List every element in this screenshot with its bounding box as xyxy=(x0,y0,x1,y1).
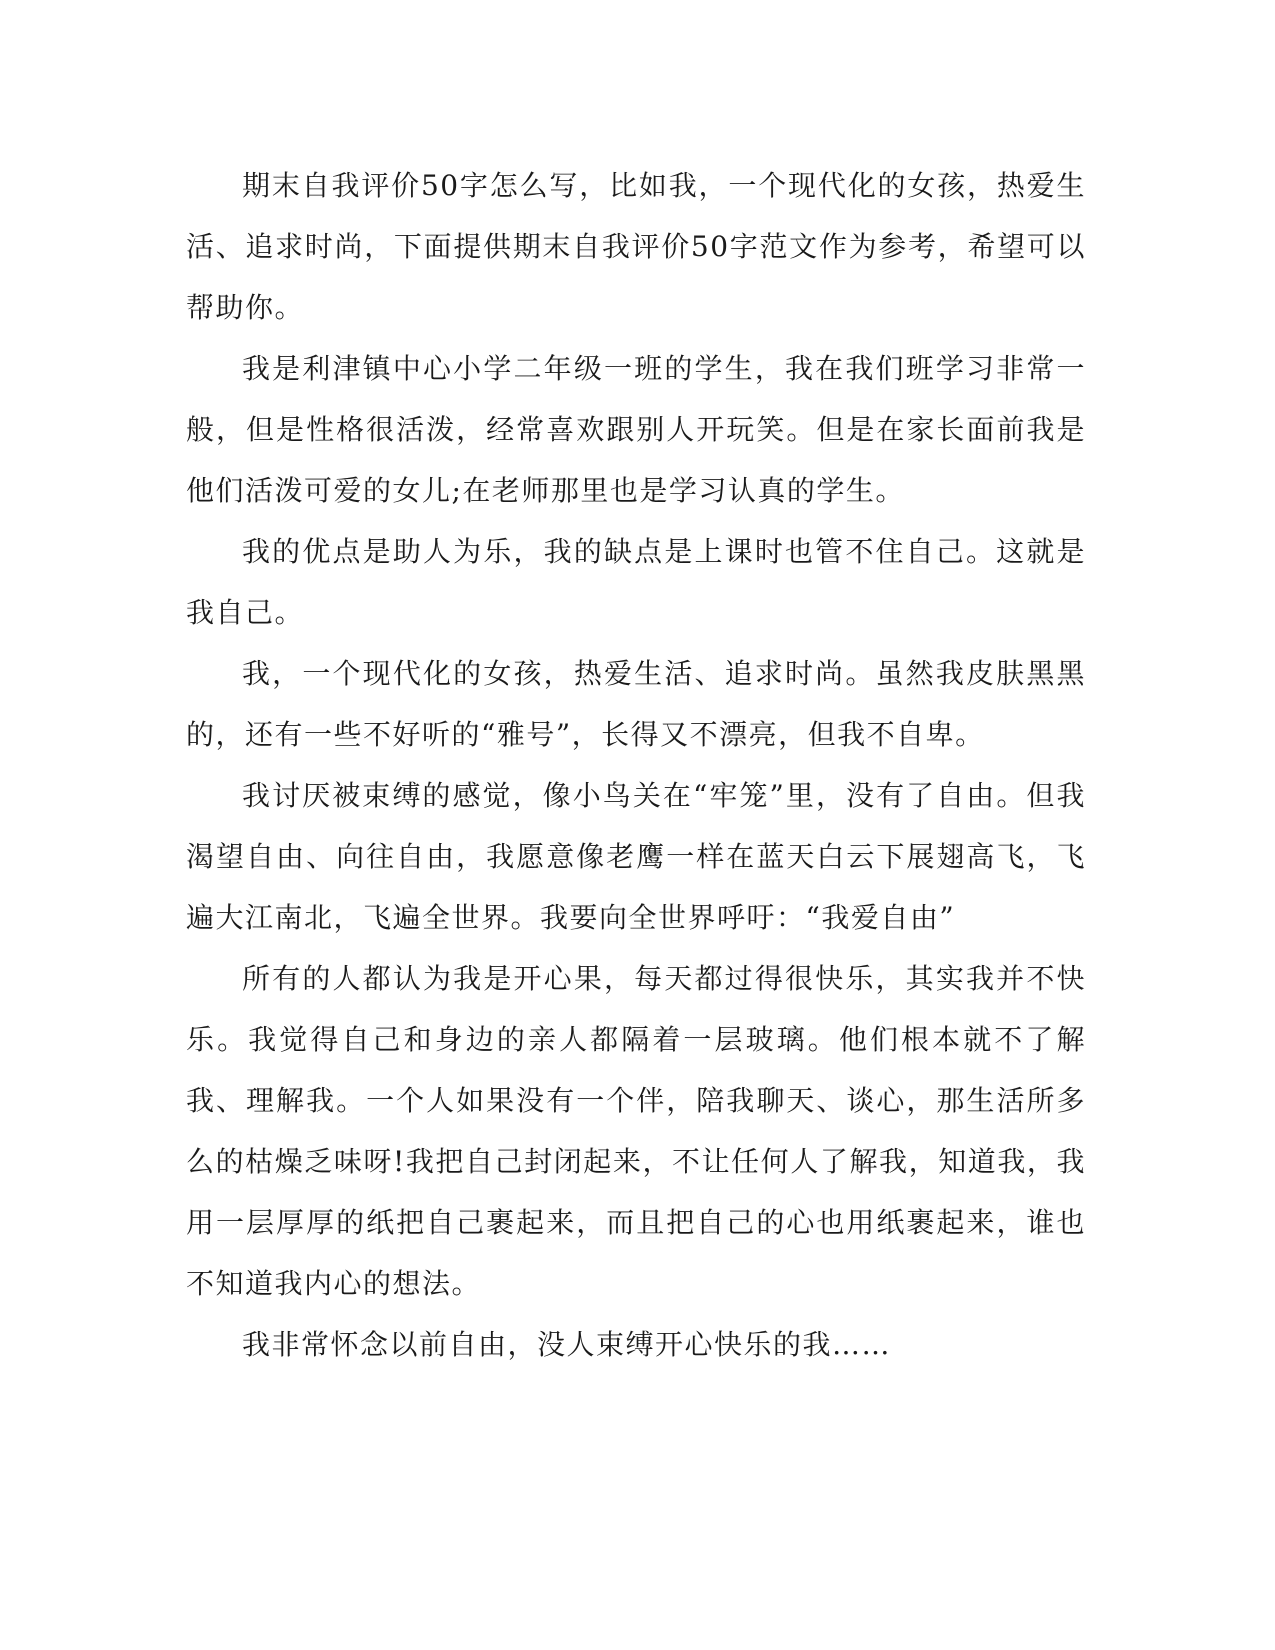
paragraph-freedom: 我讨厌被束缚的感觉，像小鸟关在“牢笼”里，没有了自由。但我渴望自由、向往自由，我愿意像老鹰一样在蓝天白云下展翅高飞，飞遍大江南北，飞遍全世界。我要向全世界呼吁：“我爱自由” xyxy=(186,779,1086,934)
paragraph-student-intro: 我是利津镇中心小学二年级一班的学生，我在我们班学习非常一般，但是性格很活泼，经常喜欢跟别人开玩笑。但是在家长面前我是他们活泼可爱的女儿;在老师那里也是学习认真的学生。 xyxy=(186,352,1086,507)
document-body xyxy=(186,155,1086,1375)
paragraph-closing: 我非常怀念以前自由，没人束缚开心快乐的我…… xyxy=(242,1328,892,1361)
paragraph-loneliness: 所有的人都认为我是开心果，每天都过得很快乐，其实我并不快乐。我觉得自己和身边的亲人都隔着一层玻璃。他们根本就不了解我、理解我。一个人如果没有一个伴，陪我聊天、谈心，那生活所多么的枯燥乏味呀!我把自己封闭起来，不让任何人了解我，知道我，我用一层厚厚的纸把自己裹起来，而且把自己的心也用纸裹起来，谁也不知道我内心的想法。 xyxy=(186,962,1086,1300)
paragraph-intro: 期末自我评价50字怎么写，比如我，一个现代化的女孩，热爱生活、追求时尚，下面提供期末自我评价50字范文作为参考，希望可以帮助你。 xyxy=(186,169,1086,324)
paragraph-modern-girl: 我，一个现代化的女孩，热爱生活、追求时尚。虽然我皮肤黑黑的，还有一些不好听的“雅号”，长得又不漂亮，但我不自卑。 xyxy=(186,657,1086,751)
paragraph-strengths-weaknesses: 我的优点是助人为乐，我的缺点是上课时也管不住自己。这就是我自己。 xyxy=(186,535,1086,629)
